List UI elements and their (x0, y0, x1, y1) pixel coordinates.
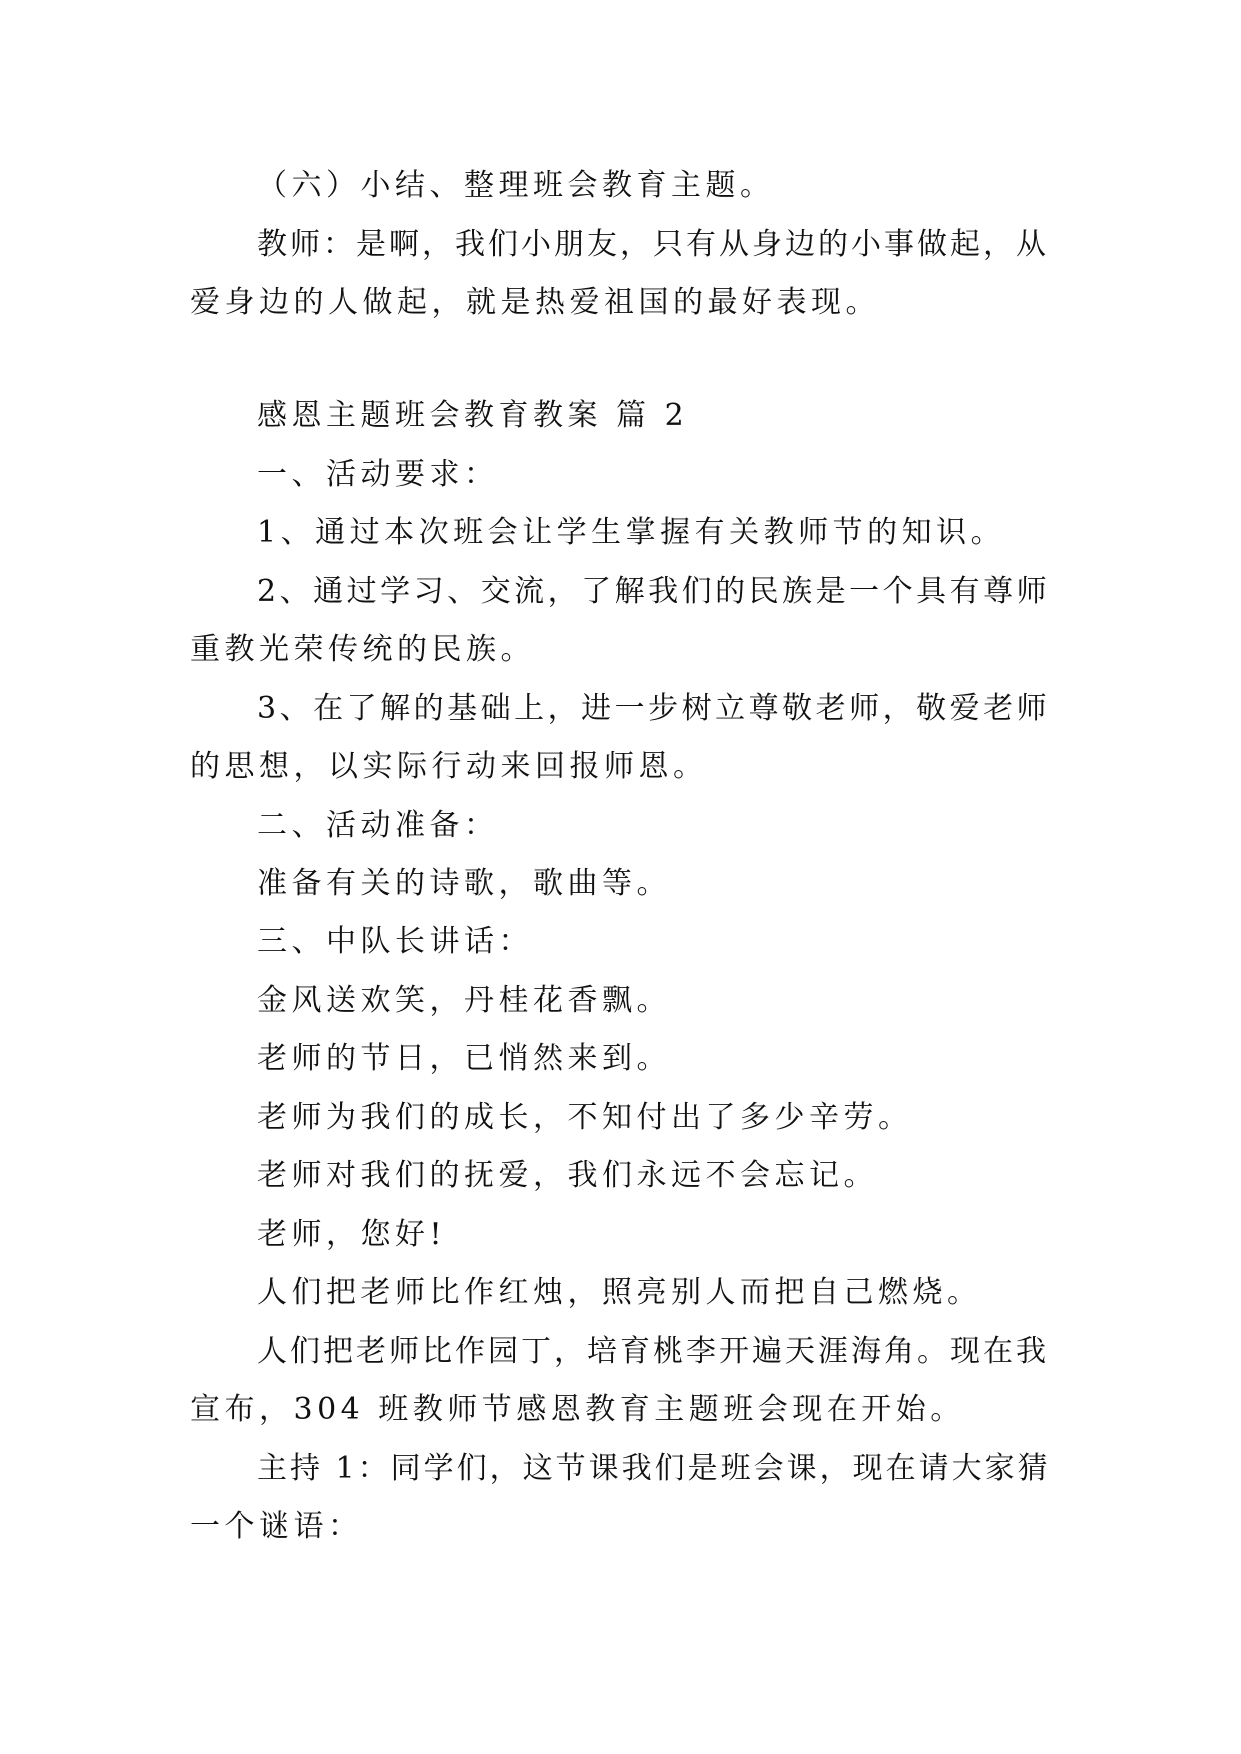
text-line: 一个谜语： (190, 1509, 363, 1544)
text-line: 老师对我们的抚爱，我们永远不会忘记。 (257, 1158, 878, 1193)
text-line: 重教光荣传统的民族。 (190, 632, 535, 667)
text-line: 老师，您好! (257, 1217, 447, 1252)
text-line: 人们把老师比作园丁，培育桃李开遍天涯海角。现在我 (257, 1334, 1049, 1369)
text-line: 准备有关的诗歌，歌曲等。 (257, 866, 671, 901)
text-line: 的思想，以实际行动来回报师恩。 (190, 749, 708, 784)
text-line: 人们把老师比作红烛，照亮别人而把自己燃烧。 (257, 1275, 982, 1310)
text-line: 老师为我们的成长，不知付出了多少辛劳。 (257, 1100, 913, 1135)
text-line: 1、通过本次班会让学生掌握有关教师节的知识。 (257, 515, 1006, 550)
text-line: 老师的节日，已悄然来到。 (257, 1041, 671, 1076)
text-line: 教师：是啊，我们小朋友，只有从身边的小事做起，从 (257, 227, 1049, 262)
text-line: 3、在了解的基础上，进一步树立尊敬老师，敬爱老师 (257, 691, 1051, 726)
text-line: 二、活动准备： (257, 808, 499, 843)
text-line: 爱身边的人做起，就是热爱祖国的最好表现。 (190, 285, 880, 320)
text-line: 2、通过学习、交流，了解我们的民族是一个具有尊师 (257, 574, 1051, 609)
text-line: 金风送欢笑，丹桂花香飘。 (257, 983, 671, 1018)
text-line: 主持 1：同学们，这节课我们是班会课，现在请大家猜 (257, 1451, 1051, 1486)
text-line: 三、中队长讲话： (257, 924, 533, 959)
section-heading: 感恩主题班会教育教案 篇 2 (257, 398, 689, 433)
text-line: 一、活动要求： (257, 457, 499, 492)
text-line: 宣布，304 班教师节感恩教育主题班会现在开始。 (190, 1392, 965, 1427)
text-line: （六）小结、整理班会教育主题。 (257, 168, 775, 203)
